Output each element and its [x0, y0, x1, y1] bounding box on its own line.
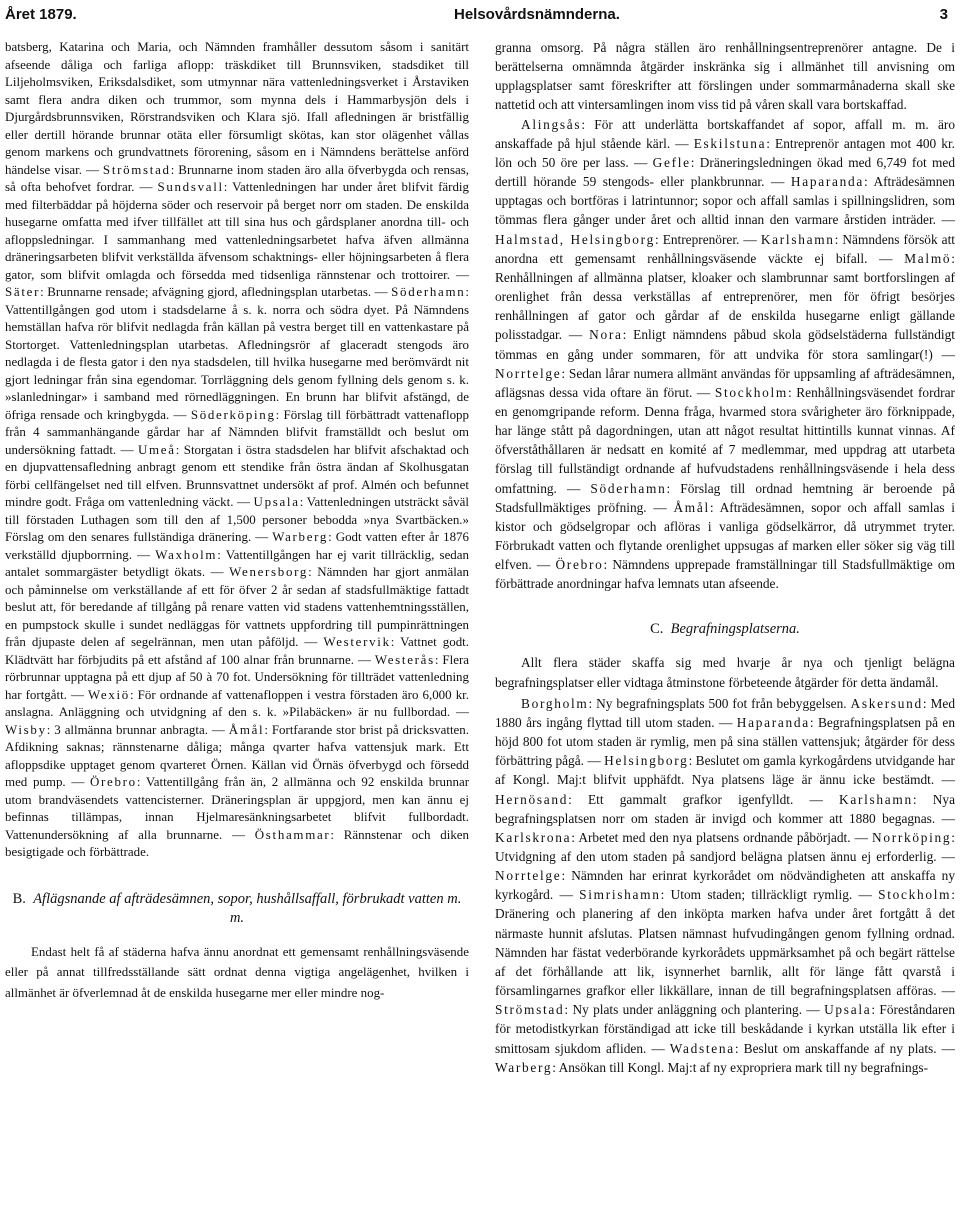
- header-title: Helsovårdsnämnderna.: [454, 6, 620, 23]
- section-b-heading: B. Aflägsnande af afträdesämnen, sopor, hushållsaffall, förbrukadt vatten m. m.: [12, 890, 462, 926]
- water-supply-paragraph: batsberg, Katarina och Maria, och Nämnden framhåller dessutom såsom i sanitärt afseende dåliga och farliga aflopp: träskdiket till Brunnsviken, stadsdiket till Liljeholmsviken, Eriksdalsdiket, som utmynnar nära vattenledningsverket i Årstaviken samt flera andra diken och trummor, som mynna dels i Hammarbysjön dels i Djurgårdsbrunnsviken, Rörstrandsviken och Klara sjö. Ifall afledningen är bristfällig eller dertill hörande brunnar otäta eller försumligt skötas, kan stor olägenhet vållas genom markens och grundvattnets förorening, såsom en i Nämndens berättelse anförd händelse visar. — Strömstad: Brunnarne inom staden äro alla öfverbygda och rensas, så ofta behofvet fordrar. — Sundsvall: Vattenledningen har under året blifvit färdig med filterbäddar på höjderna söder och reservoir på berget norr om staden. De enskilda husegarne omfatta med ifver tillfället att till sina hus och gårdsplaner anordna till- och afloppsledningar. I sammanhang med vattenledningsarbetet hafva äfven allmänna dräneringsarbeten blifvit verkställda äfvensom schaktnings- eller höjningsarbeten å flera gator, som blifvit omlagda och försedda med tidsenliga rännstenar och trottoirer. — Säter: Brunnarne rensade; afvägning gjord, afledningsplan utarbetas. — Söderhamn: Vattentillgången god utom i stadsdelarne å s. k. norra och södra dyet. På Nämndens hemställan hafva rör blifvit nedlagda från källan på vestra berget till en vattenkastare på Stortorget. Vattenledningsplan utarbetas. Afledningsrör af glaceradt stengods äro nedlagda i de flesta gator i den nya stadsdelen, till hvilka husegarne med berömvärdt nit gjort ledningar från sina egendomar. Torrläggning dels genom fyllning dels genom s. k. »slanledningar» i samband med rörnedläggningen. En brunn har blifvit afstängd, de öfriga rensade och kringbygda. — Söderköping: Förslag till förbättradt vattenaflopp från 4 sammanhängande gårdar har af Nämnden blifvit framställdt och beslut om undersökning fattadt. — Umeå: Storgatan i östra stadsdelen har blifvit afschaktad och en djupvattensafledning anbragt genom ett stendike från östra ändan af Skolhusgatan förbi cellfängelset ned till elfven. Brunnsvattnet undersökt af prof. Almén och befunnet mindre godt. Fråga om vattenledning väckt. — Upsala: Vattenledningen utsträckt såväl till förstaden Luthagen som till den af 1,500 personer bebodda »nya Svartbäcken.» Förslag om den senares fullständiga dränering. — Warberg: Godt vatten efter år 1876 verkställd djupborrning. — Waxholm: Vattentillgången har ej varit tillräcklig, sedan antalet sommargäster betydligt ökats. — Wenersborg: Nämnden har gjort anmälan och påminnelse om verkställande af ett för öfver 2 år sedan af stadsfullmäktige fattadt beslut att, för beredande af tillgång på renare vatten vid stadens vattenhemtningsställen, en pumpstock skulle i sundet nedläggas för vattnets uppfordring till pumpinrättningen från djupaste delen af segelrännan, men utan påföljd. — Westervik: Vattnet godt. Klädtvätt har förbjudits på ett afstånd af 100 alnar från brunnarne. — Westerås: Flera rörbrunnar upptagna på ett djup af 50 à 70 fot. Undersökning för tillträdet vattenledning har fortgått. — Wexiö: För ordnande af vattenafloppen i vestra förstaden äro 6,000 kr. anslagna. Anläggning och utvidgning af den s. k. »Pilabäcken» är nu fullbordad. — Wisby: 3 allmänna brunnar anbragta. — Åmål: Fortfarande stor brist på dricksvatten. Afdikning saknas; rännstenarne dåliga; många qvarter hafva vattensjuk mark. Ett afloppsdike upptaget genom qvarteret Örnen. Källan vid Örnäs öfverbygd och försedd med pump. — Örebro: Vattentillgång från än, 2 allmänna och 92 enskilda brunnar utom brandväsendets vattencisterner. Dräneringsplan är uppgjord, men kan ännu ej befinnas tillämpas, innan Hjelmaresänkningsarbetet blifvit fullbordadt. Vattenundersökning af alla brunnarne. — Östhammar: Rännstenar och diken besigtigade och förbättrade.: [5, 39, 470, 859]
- page-header: [0, 6, 960, 26]
- header-year: Året 1879.: [5, 6, 77, 23]
- section-c-heading: C. Begrafningsplatserna.: [650, 620, 800, 637]
- cemetery-towns-paragraph: Borgholm: Ny begrafningsplats 500 fot från bebyggelsen. Askersund: Med 1880 års ingång flyttad till utom staden. — Haparanda: Begrafningsplatsen på en höjd 800 fot utom staden är rymlig, men på sina ställen vattensjuk; åtgärder för dess förbättring pågå. — Helsingborg: Beslutet om gamla kyrkogårdens utvidgande har af Kongl. Maj:t blifvit upphäfdt. Nya platsens läge är ännu icke bestämdt. — Hernösand: Ett gammalt grafkor igenfylldt. — Karlshamn: Nya begrafningsplatsen norr om staden är invigd och kommer att 1880 begagnas. — Karlskrona: Arbetet med den nya platsens ordnande påbörjadt. — Norrköping: Utvidgning af den utom staden på sandjord belägna platsen ännu ej erforderlig. — Norrtelge: Nämnden har erinrat kyrkorådet om nödvändigheten att anskaffa ny kyrkogård. — Simrishamn: Utom staden; tillräckligt rymlig. — Stockholm: Dränering och planering af den inköpta marken hafva under året fortgått å det närmaste hunnit afslutas. Platsen nämnast hufvudingången genom fyllning ordnad. Nämnden har fästat vederbörande kyrkorådets uppmärksamhet på och begärt rättelse af det förhållande att lik, isynnerhet barnlik, allt för länge fått qvarstå i församlingarnes grafkor eller likkällare, innan de till begrafningsplatsen afföras. — Strömstad: Ny plats under anläggning och plantering. — Upsala: Föreståndaren för metodistkyrkan förständigad att icke till beskådande i kyrkan utställa lik efter i smittosam sjukdom afliden. — Wadstena: Beslut om anskaffande af ny plats. — Warberg: Ansökan till Kongl. Maj:t af ny expropriera mark till ny begrafnings-: [495, 695, 955, 1075]
- section-c-intro: Allt flera städer skaffa sig med hvarje år nya och tjenligt belägna begrafningsplatser eller vidtaga åtminstone förbeteende åtgärder för detta ändamål.: [495, 654, 955, 691]
- left-column: [5, 38, 469, 1003]
- right-column: [495, 38, 955, 1077]
- page-number: 3: [939, 6, 948, 23]
- cleaning-towns-paragraph: Alingsås: För att underlätta bortskaffandet af sopor, affall m. m. äro anskaffade på hjul stående kärl. — Eskilstuna: Entreprenör antagen mot 400 kr. lön och 50 öre per lass. — Gefle: Dräneringsledningen ökad med 6,749 fot med dertill hörande 59 stengods- eller plankbrunnar. — Haparanda: Afträdesämnen upptagas och bortföras i latrintunnor; sopor och affall samlas i spillningslidren, som tömmas flera gånger under året och alltid innan den varmare årstiden inträder. — Halmstad, Helsingborg: Entreprenörer. — Karlshamn: Nämndens försök att anordna ett gemensamt renhållningsväsende väckte ej bifall. — Malmö: Renhållningen af allmänna platser, kloaker och slambrunnar samt bortforslingen af orenlighet från dessa verkställas af entreprenörer, men för öfrigt besörjes renhållningen af gator och gårdar af de enskilda husegarne enligt gällande polisstadgar. — Nora: Enligt nämndens påbud skola gödselstäderna fullständigt tömmas en gång under sommaren, för att undvika för stora samlingar(!) — Norrtelge: Sedan lårar numera allmänt användas för uppsamling af afträdesämnen, aflägsnas dessa vida oftare än förut. — Stockholm: Renhållningsväsendet fordrar en genomgripande reform. Denna fråga, hvarmed stora svårigheter äro förknippade, har länge stått på dagordningen, utan att något resultat hittintills kunnat vinnas. Af öfverståthållaren är nedsatt en komité af 7 medlemmar, med uppdrag att utarbeta förslag till fullständigt ordnande af hufvudstadens renhållningsväsende i hela dess omfattning. — Söderhamn: Förslag till ordnad hemtning är beroende på Stadsfullmäktiges pröfning. — Åmål: Afträdesämnen, sopor och affall samlas i kistor och gödselgropar och aflöras i vanliga gödselkärror, då utrymmet tryter. Förbrukadt vatten och flytande orenlighet uppsugas af marken eller söker sig väg till elfven. — Örebro: Nämndens upprepade framställningar till Stadsfullmäktige om förbättrade anordningar hafva lemnats utan afseende.: [495, 116, 955, 592]
- section-b-paragraph: Endast helt få af städerna hafva ännu anordnat ett gemensamt renhållningsväsende eller på annat tillfredsställande sätt ordnat denna vigtiga angelägenhet, hvilken i allmänhet är öfverlemnad åt de enskilda husegarne mer eller mindre nog-: [5, 943, 469, 1000]
- cleaning-intro-paragraph: granna omsorg. På några ställen äro renhållningsentreprenörer antagne. De i berättelserna omnämnda åtgärder inskränka sig i allmänhet till anvisning om upplagsplatser samt föreskrifter att förslingen under sommarmånaderna skall ske nattetid och att vintersamlingen inom viss tid på våren skall vara bortskaffad.: [495, 40, 955, 113]
